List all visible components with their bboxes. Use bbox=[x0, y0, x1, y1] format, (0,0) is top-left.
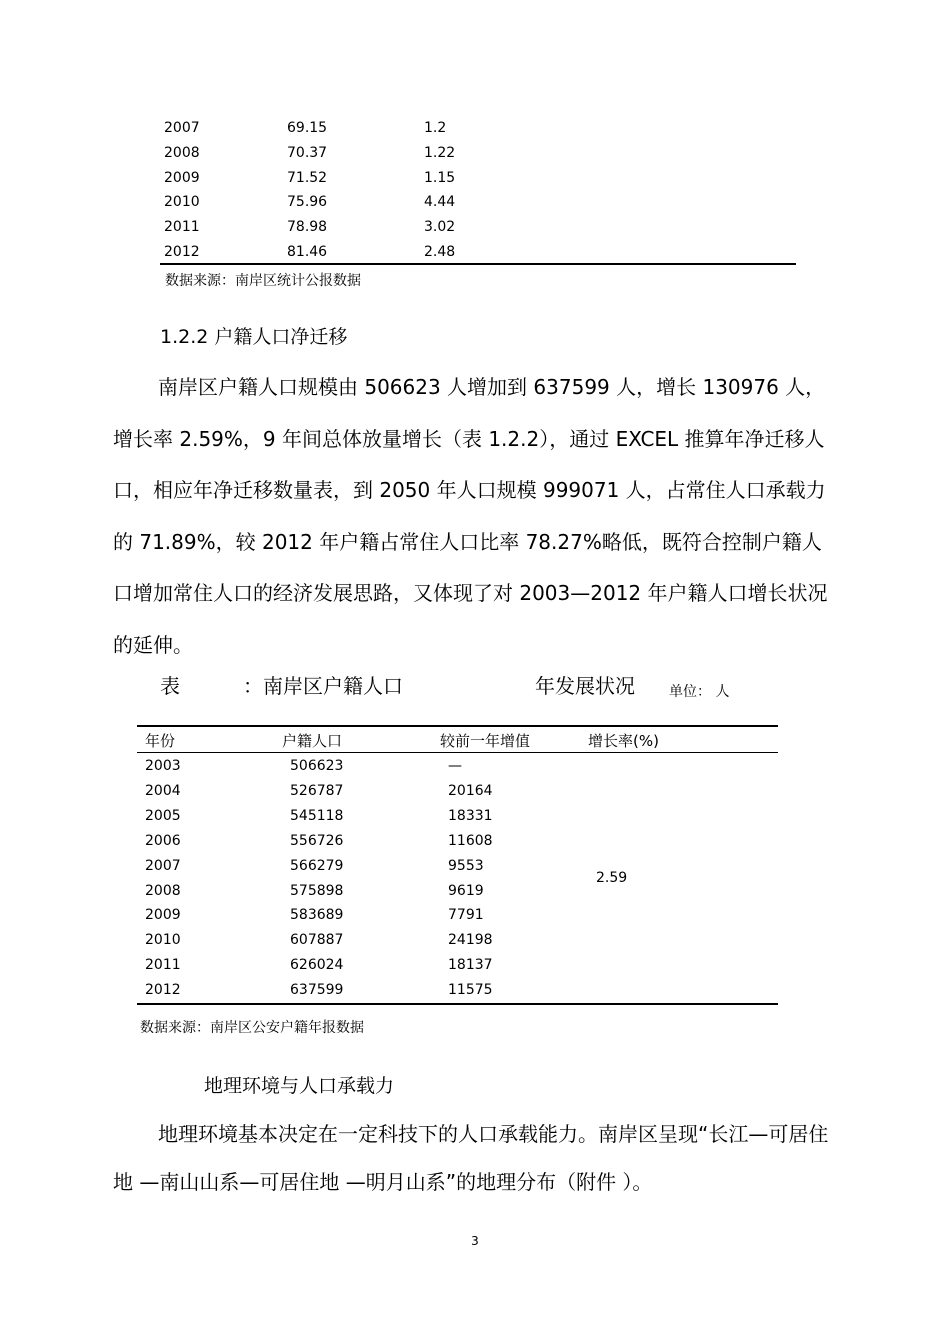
table-cell: 556726 bbox=[290, 832, 344, 849]
table-row bbox=[160, 240, 796, 265]
section2-heading: 地理环境与人口承载力 bbox=[204, 1075, 395, 1097]
table-cell: 2009 bbox=[164, 169, 200, 186]
table-cell: 18137 bbox=[448, 957, 493, 974]
table-row bbox=[160, 116, 796, 141]
table-cell: 81.46 bbox=[287, 243, 328, 260]
growth-rate-cell: 2.59 bbox=[596, 870, 628, 887]
table-cell: 2010 bbox=[164, 194, 200, 211]
table-cell: 69.15 bbox=[287, 120, 328, 136]
table-cell: 506623 bbox=[290, 758, 344, 774]
column-header-year: 年份 bbox=[145, 732, 176, 750]
table-cell: 24198 bbox=[448, 932, 493, 949]
table-cell: 2005 bbox=[145, 807, 181, 824]
table-cell: 2010 bbox=[145, 932, 181, 949]
population-table bbox=[137, 754, 778, 1003]
main-table-source: 数据来源：南岸区公安户籍年报数据 bbox=[140, 1020, 364, 1036]
table-cell: 11575 bbox=[448, 982, 493, 999]
table-row bbox=[137, 754, 778, 779]
table-cell: 4.44 bbox=[424, 194, 456, 211]
table-bottom-rule bbox=[160, 263, 796, 265]
body-paragraph-2: 地理环境基本决定在一定科技下的人口承载能力。南岸区呈现“长江—可居住地 —南山山系—可居住地 —明月山系”的地理分布（附件 ）。 bbox=[113, 1122, 829, 1194]
table-row bbox=[160, 215, 796, 240]
column-header-growth-rate: 增长率(%) bbox=[588, 732, 659, 750]
body-paragraph: 南岸区户籍人口规模由 506623 人增加到 637599 人，增长 130976 人，增长率 2.59%，9 年间总体放量增长（表 1.2.2），通过 EXCEL 推算年净迁移人口，相应年净迁移数量表，到 2050 年人口规模 999071 人，占常住人口承载力的 71.89%，较 2012 年户籍占常住人口比率 78.27%略低，既符合控制户籍人口增加常住人口的经济发展思路，又体现了对 2003—2012 年户籍人口增长状况的延伸。 bbox=[113, 375, 828, 657]
table-top-rule bbox=[137, 725, 778, 727]
table-cell: 9619 bbox=[448, 882, 484, 899]
table-caption-suffix: 年发展状况 bbox=[535, 674, 635, 698]
table-cell: 2.48 bbox=[424, 243, 456, 260]
top-table-source: 数据来源：南岸区统计公报数据 bbox=[165, 273, 361, 289]
table-cell: 566279 bbox=[290, 857, 344, 874]
table-cell: 78.98 bbox=[287, 219, 328, 236]
table-cell: — bbox=[448, 758, 462, 774]
table-cell: 626024 bbox=[290, 957, 344, 974]
table-cell: 71.52 bbox=[287, 169, 328, 186]
top-data-table bbox=[160, 116, 796, 265]
table-cell: 18331 bbox=[448, 807, 493, 824]
table-cell: 20164 bbox=[448, 782, 493, 799]
table-row bbox=[160, 190, 796, 215]
section-heading: 1.2.2 户籍人口净迁移 bbox=[160, 326, 348, 348]
table-cell: 75.96 bbox=[287, 194, 328, 211]
table-bottom-rule bbox=[137, 1003, 778, 1005]
column-header-population: 户籍人口 bbox=[282, 732, 343, 750]
table-cell: 70.37 bbox=[287, 144, 328, 161]
table-cell: 526787 bbox=[290, 782, 344, 799]
table-cell: 637599 bbox=[290, 982, 344, 999]
table-unit: 单位： 人 bbox=[669, 684, 730, 700]
table-caption-prefix: 表 bbox=[160, 674, 180, 698]
table-caption-title: ：南岸区户籍人口 bbox=[243, 674, 403, 698]
table-cell: 2007 bbox=[145, 857, 181, 874]
table-cell: 2009 bbox=[145, 907, 181, 924]
table-cell: 2007 bbox=[164, 120, 200, 136]
column-header-increase: 较前一年增值 bbox=[440, 732, 531, 750]
table-cell: 1.15 bbox=[424, 169, 456, 186]
table-cell: 2012 bbox=[164, 243, 200, 260]
table-row bbox=[160, 166, 796, 191]
table-cell: 2006 bbox=[145, 832, 181, 849]
table-row bbox=[160, 141, 796, 166]
table-cell: 1.22 bbox=[424, 144, 456, 161]
table-cell: 2008 bbox=[164, 144, 200, 161]
table-cell: 2003 bbox=[145, 758, 181, 774]
table-cell: 11608 bbox=[448, 832, 493, 849]
table-cell: 545118 bbox=[290, 807, 344, 824]
table-cell: 2012 bbox=[145, 982, 181, 999]
table-cell: 9553 bbox=[448, 857, 484, 874]
table-cell: 2011 bbox=[145, 957, 181, 974]
table-cell: 3.02 bbox=[424, 219, 456, 236]
page-number: 3 bbox=[471, 1234, 479, 1248]
table-cell: 1.2 bbox=[424, 120, 447, 136]
table-cell: 2004 bbox=[145, 782, 181, 799]
table-cell: 575898 bbox=[290, 882, 344, 899]
table-cell: 2011 bbox=[164, 219, 200, 236]
table-cell: 2008 bbox=[145, 882, 181, 899]
table-cell: 7791 bbox=[448, 907, 484, 924]
table-header-rule bbox=[137, 752, 778, 753]
table-cell: 583689 bbox=[290, 907, 344, 924]
table-cell: 607887 bbox=[290, 932, 344, 949]
